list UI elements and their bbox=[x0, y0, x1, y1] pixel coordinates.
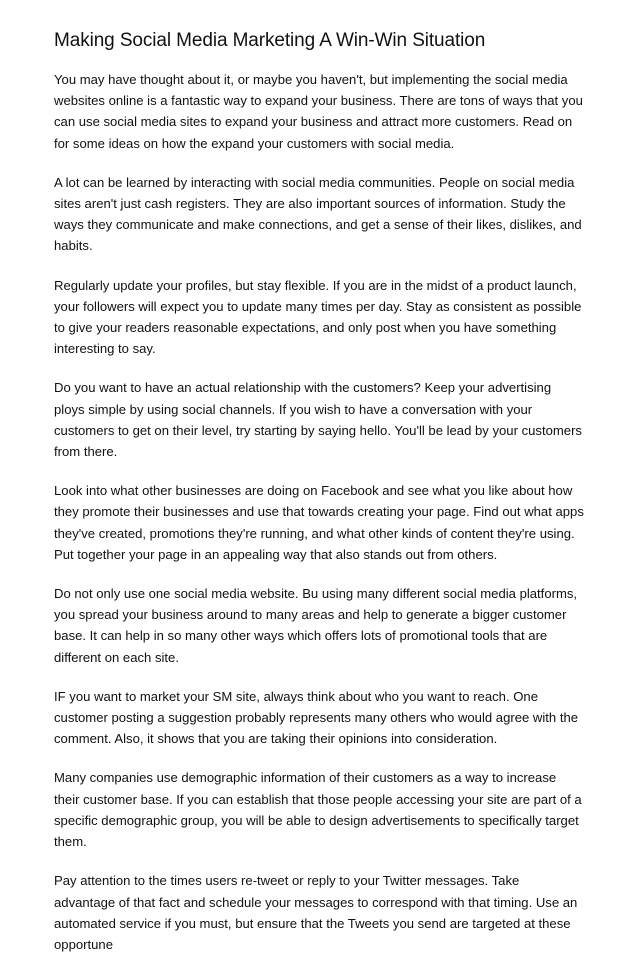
paragraph-2: A lot can be learned by interacting with social media communities. People on social media sites aren't just cash registers. They are also important sources of information. Study the ways they communicate and make connections, and get a sense of their likes, dislikes, and habits. bbox=[54, 174, 582, 254]
document-title: Making Social Media Marketing A Win-Win Situation bbox=[54, 30, 486, 51]
paragraph-3: Regularly update your profiles, but stay flexible. If you are in the midst of a product launch, your followers will expect you to update many times per day. Stay as consistent as possible to give your readers reasonable expectations, and only post when you have something interesting to say. bbox=[54, 277, 582, 357]
article-body bbox=[54, 69, 584, 955]
paragraph-5: Look into what other businesses are doing on Facebook and see what you like about how they promote their businesses and use that towards creating your page. Find out what apps they've created, promotions they're running, and what other kinds of content they're using. Put together your page in an appealing way that also stands out from others. bbox=[54, 483, 584, 562]
paragraph-7: IF you want to market your SM site, always think about who you want to reach. One customer posting a suggestion probably represents many others who would agree with the comment. Also, it shows that you are taking their opinions into consideration. bbox=[54, 688, 579, 747]
paragraph-4: Do you want to have an actual relationship with the customers? Keep your advertising ploys simple by using social channels. If you wish to have a conversation with your customers to get on their level, try starting by saying hello. You'll be lead by your customers from there. bbox=[54, 380, 582, 460]
paragraph-6: Do not only use one social media website. Bu using many different social media platforms, you spread your business around to many areas and help to generate a bigger customer base. It can help in so many other ways which offers lots of promotional tools that are different on each site. bbox=[54, 586, 578, 665]
paragraph-9: Pay attention to the times users re-tweet or reply to your Twitter messages. Take advantage of that fact and schedule your messages to correspond with that timing. Use an automated service if you must, but ensure that the Tweets you send are targeted at these opportune bbox=[54, 873, 578, 952]
paragraph-8: Many companies use demographic information of their customers as a way to increase their customer base. If you can establish that those people accessing your site are part of a specific demographic group, you will be able to design advertisements to specifically target them. bbox=[54, 770, 582, 850]
paragraph-1: You may have thought about it, or maybe you haven't, but implementing the social media websites online is a fantastic way to expand your business. There are tons of ways that you can use social media sites to expand your business and attract more customers. Read on for some ideas on how the expand your customers with social media. bbox=[54, 72, 583, 151]
